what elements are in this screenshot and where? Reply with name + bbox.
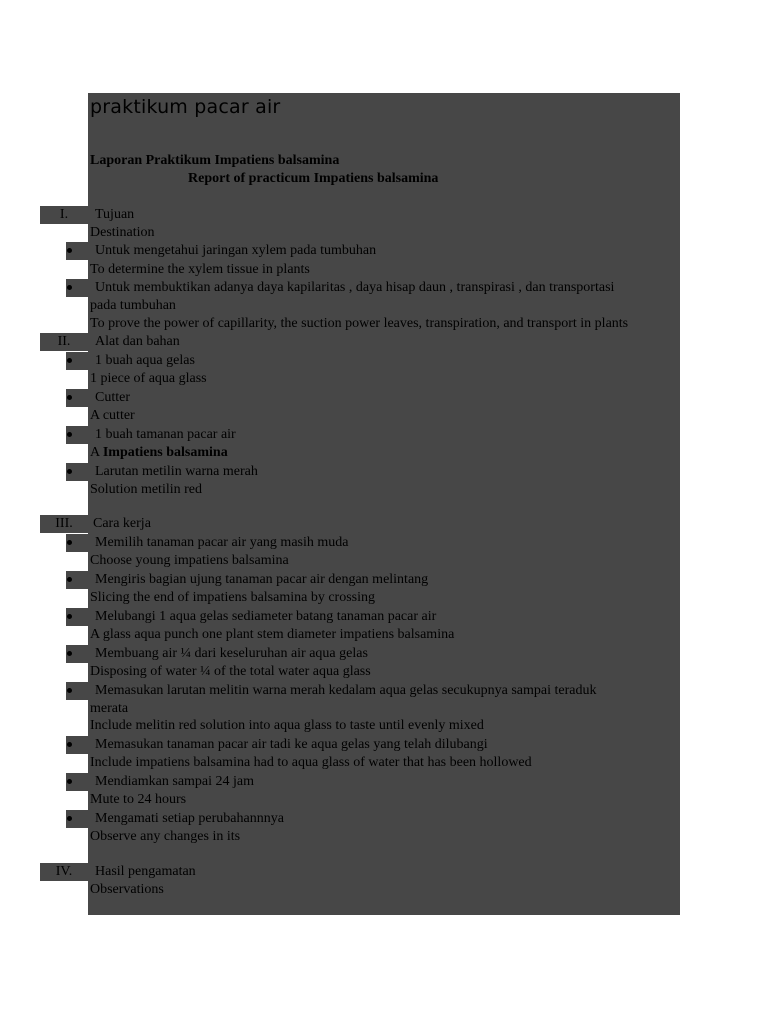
list-item-en: Include melitin red solution into aqua glass to taste until evenly mixed xyxy=(90,718,484,733)
list-item-id: 1 buah aqua gelas xyxy=(95,353,195,368)
bullet-icon xyxy=(67,469,72,474)
list-item-id: Mengamati setiap perubahannnya xyxy=(95,811,284,826)
list-item-id-cont: merata xyxy=(90,701,129,716)
list-item-id: Melubangi 1 aqua gelas sediameter batang tanaman pacar air xyxy=(95,609,437,624)
bullet-icon xyxy=(67,358,72,363)
list-item-id: Mendiamkan sampai 24 jam xyxy=(95,774,255,789)
bullet-icon xyxy=(67,742,72,747)
list-item-en: Mute to 24 hours xyxy=(90,792,187,807)
bullet-icon xyxy=(67,540,72,545)
list-item-id: Mengiris bagian ujung tanaman pacar air dengan melintang xyxy=(95,572,429,587)
list-item-id: Memasukan tanaman pacar air tadi ke aqua gelas yang telah dilubangi xyxy=(95,737,488,752)
bullet-icon xyxy=(67,688,72,693)
list-item-en: 1 piece of aqua glass xyxy=(90,371,207,386)
list-item-en: Slicing the end of impatiens balsamina by crossing xyxy=(90,590,376,605)
list-item-id-cont: pada tumbuhan xyxy=(90,298,176,313)
section-title: Hasil pengamatan xyxy=(95,864,196,879)
list-item-id: Cutter xyxy=(95,390,130,405)
list-item-id: Memilih tanaman pacar air yang masih muda xyxy=(95,535,349,550)
list-item-en: To prove the power of capillarity, the suction power leaves, transpiration, and transport in plants xyxy=(90,316,629,331)
bullet-icon xyxy=(67,651,72,656)
list-item-en: A cutter xyxy=(90,408,135,423)
list-item-id: Memasukan larutan melitin warna merah kedalam aqua gelas secukupnya sampai teraduk xyxy=(95,683,597,698)
list-item-en: Choose young impatiens balsamina xyxy=(90,553,289,568)
list-item-id: Untuk mengetahui jaringan xylem pada tumbuhan xyxy=(95,243,377,258)
report-heading-id: Laporan Praktikum Impatiens balsamina xyxy=(90,153,340,168)
section-numeral: III. xyxy=(40,515,88,533)
list-item-en: To determine the xylem tissue in plants xyxy=(90,262,310,277)
bullet-icon xyxy=(67,285,72,290)
section-numeral: I. xyxy=(40,206,88,224)
section-subtitle: Observations xyxy=(90,882,164,897)
list-item-en: A glass aqua punch one plant stem diameter impatiens balsamina xyxy=(90,627,455,642)
bullet-icon xyxy=(67,614,72,619)
list-item-id: 1 buah tamanan pacar air xyxy=(95,427,236,442)
list-item-en xyxy=(90,444,228,462)
bullet-icon xyxy=(67,248,72,253)
list-item-en: Include impatiens balsamina had to aqua glass of water that has been hollowed xyxy=(90,755,532,770)
bullet-icon xyxy=(67,816,72,821)
section-title: Tujuan xyxy=(95,207,135,222)
bullet-icon xyxy=(67,577,72,582)
list-item-id: Untuk membuktikan adanya daya kapilaritas , daya hisap daun , transpirasi , dan transportasi xyxy=(95,280,615,295)
list-item-id: Larutan metilin warna merah xyxy=(95,464,258,479)
document-title: praktikum pacar air xyxy=(90,96,281,118)
list-item-id: Membuang air ¼ dari keseluruhan air aqua gelas xyxy=(95,646,368,661)
species-name: Impatiens balsamina xyxy=(102,445,228,460)
list-item-en-prefix: A xyxy=(90,445,100,460)
list-item-en: Observe any changes in its xyxy=(90,829,241,844)
list-item-en: Solution metilin red xyxy=(90,482,202,497)
section-title: Cara kerja xyxy=(93,516,151,531)
report-heading-en: Report of practicum Impatiens balsamina xyxy=(188,171,439,186)
section-title: Alat dan bahan xyxy=(95,334,180,349)
section-numeral: II. xyxy=(40,333,88,351)
section-subtitle: Destination xyxy=(90,225,155,240)
section-numeral: IV. xyxy=(40,863,88,881)
bullet-icon xyxy=(67,395,72,400)
bullet-icon xyxy=(67,779,72,784)
list-item-en: Disposing of water ¼ of the total water aqua glass xyxy=(90,664,371,679)
bullet-icon xyxy=(67,432,72,437)
